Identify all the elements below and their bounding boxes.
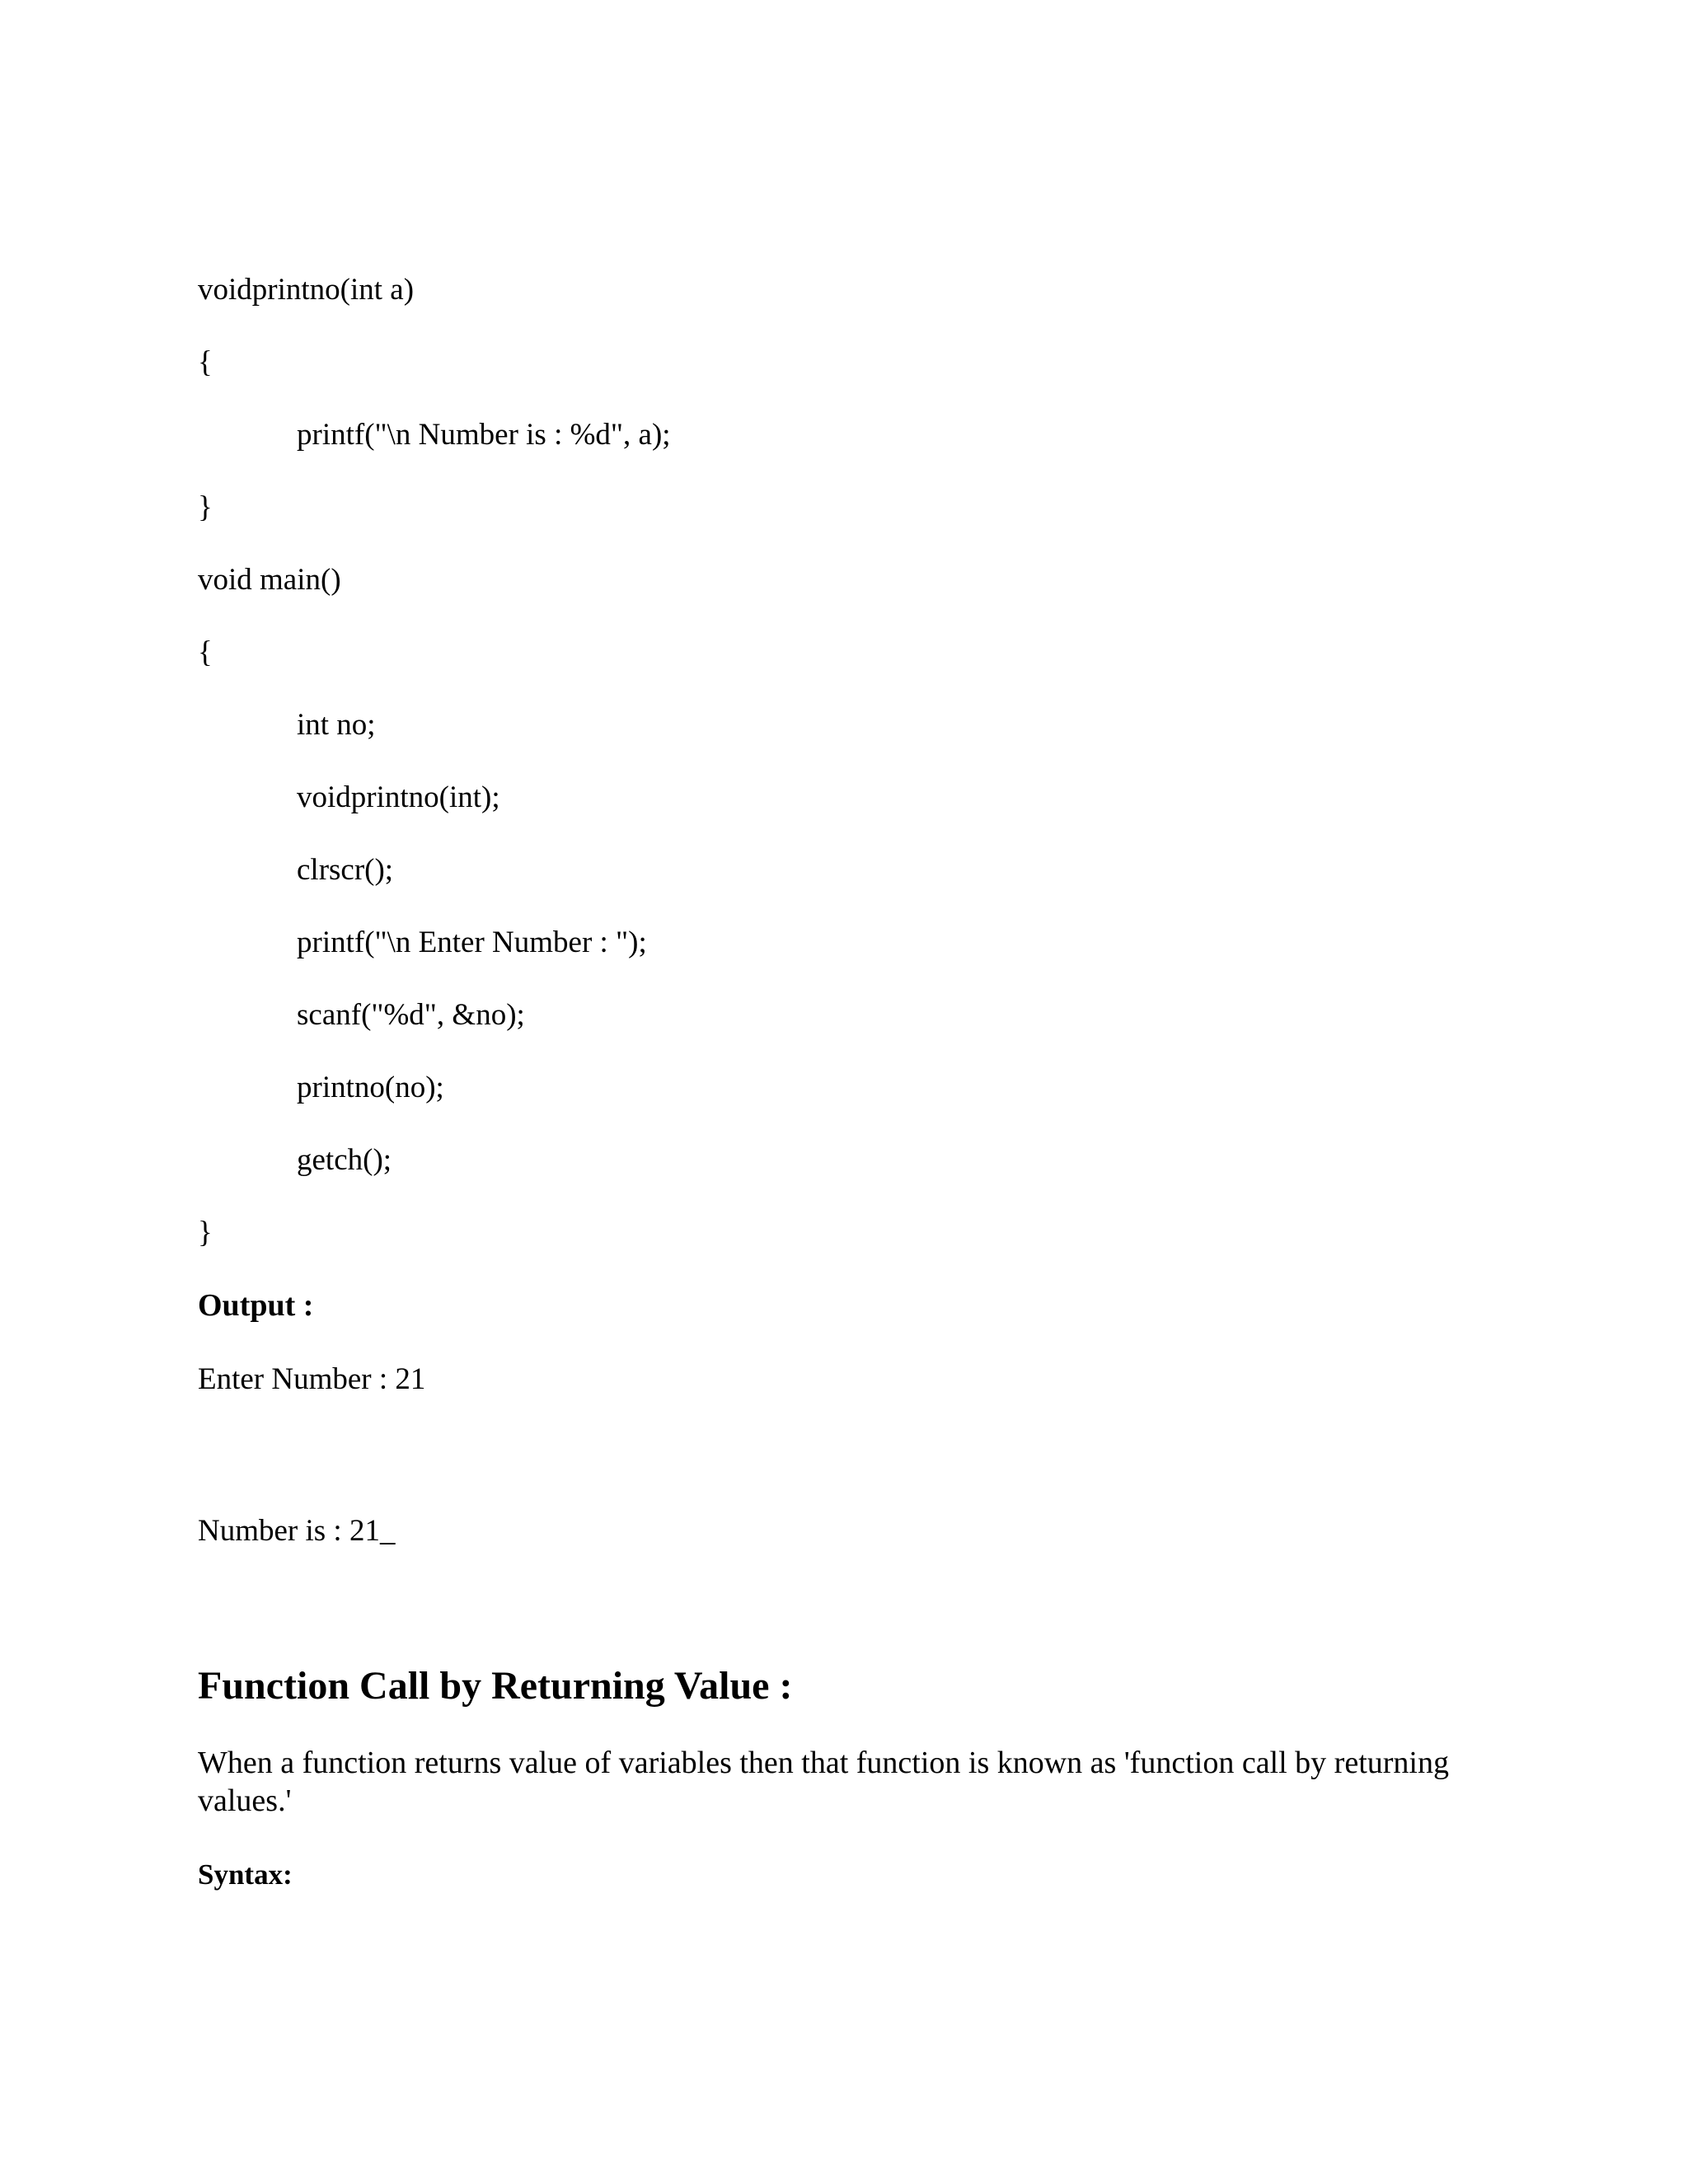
code-line-printf-number: printf("\n Number is : %d", a); — [297, 418, 671, 452]
code-line-main-close-brace: } — [198, 1216, 213, 1249]
code-line-open-brace: { — [198, 345, 213, 379]
code-line-int-no: int no; — [297, 708, 376, 742]
code-line-getch: getch(); — [297, 1143, 392, 1177]
code-line-main-open-brace: { — [198, 635, 213, 669]
code-line-clrscr: clrscr(); — [297, 853, 394, 887]
output-heading: Output : — [198, 1288, 314, 1323]
section-paragraph: When a function returns value of variables then that function is known as 'function call by returning values.' — [198, 1746, 1449, 1818]
section-heading: Function Call by Returning Value : — [198, 1664, 793, 1708]
code-line-prototype: voidprintno(int); — [297, 780, 500, 814]
syntax-label: Syntax: — [198, 1858, 293, 1891]
code-line-printf-enter: printf("\n Enter Number : "); — [297, 926, 647, 959]
code-line-close-brace: } — [198, 490, 213, 524]
code-line-main-signature: void main() — [198, 563, 341, 597]
code-line-scanf: scanf("%d", &no); — [297, 998, 525, 1032]
output-line-enter-number: Enter Number : 21 — [198, 1362, 426, 1396]
output-line-number-is: Number is : 21_ — [198, 1514, 396, 1548]
code-line-function-signature: voidprintno(int a) — [198, 273, 415, 307]
code-line-printno-call: printno(no); — [297, 1071, 444, 1104]
